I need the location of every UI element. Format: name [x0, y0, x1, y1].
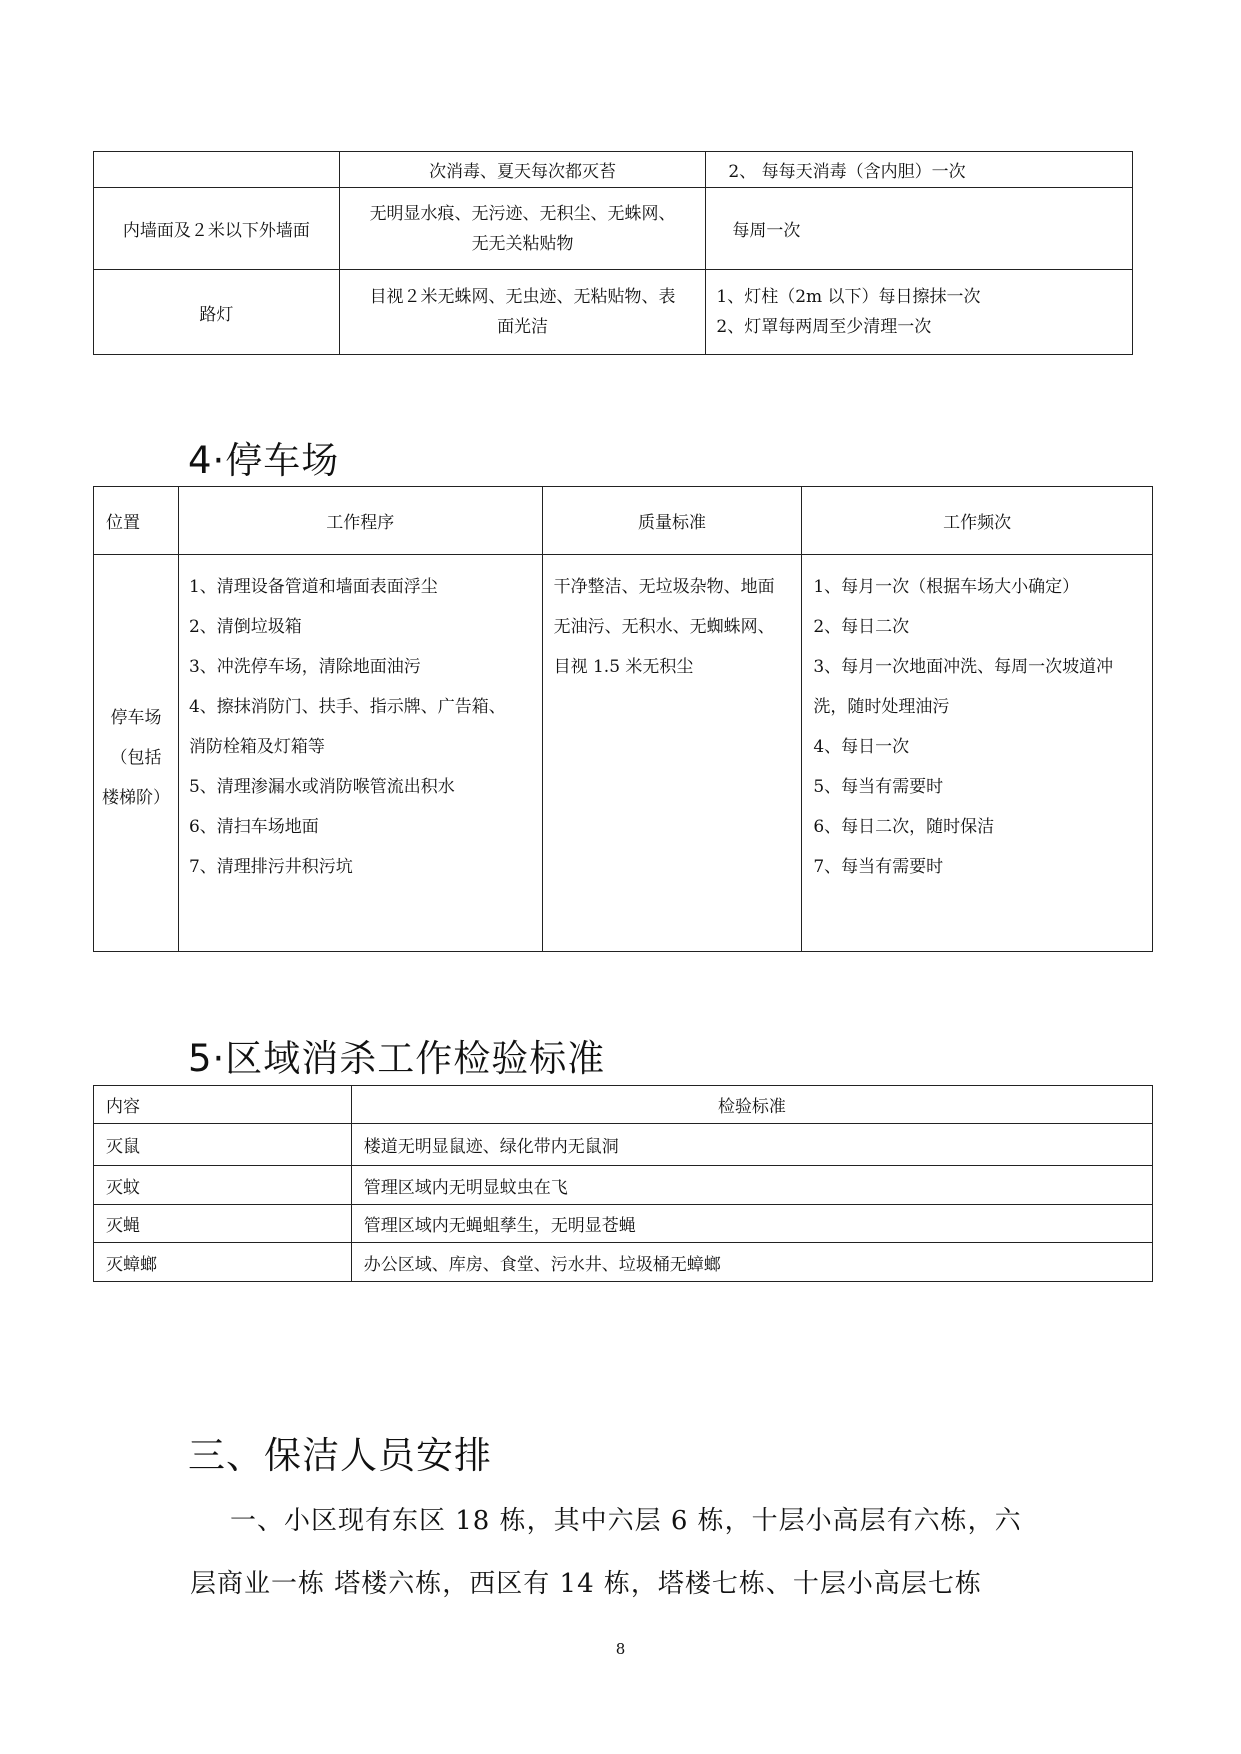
table-row [94, 1166, 1153, 1205]
section-heading-pest-control: 5·区域消杀工作检验标准 [188, 1037, 606, 1080]
table-row [94, 1243, 1153, 1282]
header-frequency: 工作频次 [802, 487, 1153, 555]
content-cell: 灭蟑螂 [94, 1243, 352, 1282]
cleaning-standards-table-continued [93, 151, 1133, 355]
table-header-row [94, 487, 1153, 555]
parking-lot-table [93, 486, 1153, 952]
section-heading-cleaning-staff: 三、保洁人员安排 [188, 1434, 492, 1477]
table-header-row [94, 1086, 1153, 1124]
staff-paragraph-line-1: 一、小区现有东区 18 栋，其中六层 6 栋，十层小高层有六栋，六 [230, 1506, 1022, 1536]
frequency-cell: 2、 每每天消毒（含内胆）一次 [706, 152, 1133, 188]
frequency-cell: 每周一次 [706, 188, 1133, 270]
standard-cell: 管理区域内无明显蚊虫在飞 [351, 1166, 1152, 1205]
header-standard: 检验标准 [351, 1086, 1152, 1124]
standard-cell: 楼道无明显鼠迹、绿化带内无鼠洞 [351, 1124, 1152, 1166]
standard-cell: 目视２米无蛛网、无虫迹、无粘贴物、表 面光洁 [339, 270, 706, 355]
location-cell [94, 152, 340, 188]
staff-paragraph-line-2: 层商业一栋 塔楼六栋，西区有 14 栋，塔楼七栋、十层小高层七栋 [190, 1569, 982, 1599]
page-number: 8 [615, 1640, 626, 1658]
standard-cell: 管理区域内无蝇蛆孳生，无明显苍蝇 [351, 1205, 1152, 1243]
content-cell: 灭鼠 [94, 1124, 352, 1166]
standard-cell: 次消毒、夏天每次都灭苔 [339, 152, 706, 188]
pest-control-table [93, 1085, 1153, 1282]
table-row [94, 152, 1133, 188]
table-row [94, 1124, 1153, 1166]
standard-cell: 办公区域、库房、食堂、污水井、垃圾桶无蟑螂 [351, 1243, 1152, 1282]
content-cell: 灭蝇 [94, 1205, 352, 1243]
standard-cell: 无明显水痕、无污迹、无积尘、无蛛网、 无无关粘贴物 [339, 188, 706, 270]
header-procedure: 工作程序 [178, 487, 542, 555]
table-row [94, 270, 1133, 355]
header-standard: 质量标准 [542, 487, 802, 555]
table-row [94, 188, 1133, 270]
location-cell: 路灯 [94, 270, 340, 355]
header-content: 内容 [94, 1086, 352, 1124]
table-row [94, 1205, 1153, 1243]
standard-cell: 干净整洁、无垃圾杂物、地面 无油污、无积水、无蜘蛛网、 目视 1.5 米无积尘 [542, 555, 802, 952]
frequency-cell: 1、灯柱（2m 以下）每日擦抹一次 2、灯罩每两周至少清理一次 [706, 270, 1133, 355]
frequency-cell: 1、每月一次（根据车场大小确定） 2、每日二次 3、每月一次地面冲洗、每周一次坡道冲 洗，随时处理油污 4、每日一次 5、每当有需要时 6、每日二次，随时保洁 7、每当有需要时 [802, 555, 1153, 952]
location-cell: 停车场 （包括 楼梯阶） [94, 555, 179, 952]
header-location: 位置 [94, 487, 179, 555]
content-cell: 灭蚊 [94, 1166, 352, 1205]
procedure-cell: 1、清理设备管道和墙面表面浮尘 2、清倒垃圾箱 3、冲洗停车场，清除地面油污 4、擦抹消防门、扶手、指示牌、广告箱、 消防栓箱及灯箱等 5、清理渗漏水或消防喉管流出积水 6、清扫车场地面 7、清理排污井积污坑 [178, 555, 542, 952]
section-heading-parking: 4·停车场 [188, 439, 340, 482]
table-row [94, 555, 1153, 952]
location-cell: 内墙面及２米以下外墙面 [94, 188, 340, 270]
